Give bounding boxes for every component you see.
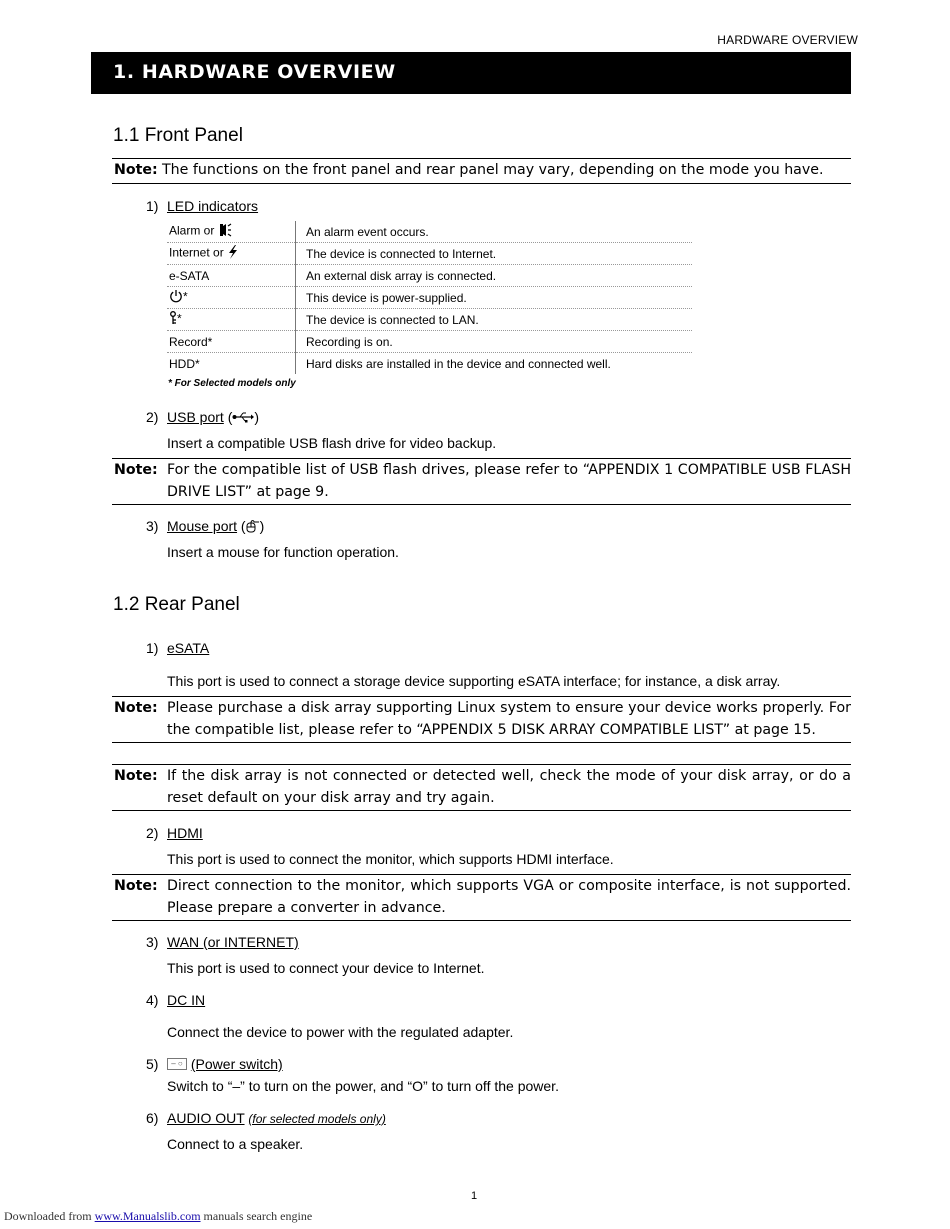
note-text: If the disk array is not connected or detected well, check the mode of your disk array, or do a reset default on your disk array and try again. xyxy=(167,768,851,806)
item-audio-out xyxy=(146,1110,386,1126)
item-wan xyxy=(146,934,299,950)
item-number: 2) xyxy=(146,825,159,841)
item-number: 4) xyxy=(146,992,159,1008)
led-footnote: * For Selected models only xyxy=(168,378,296,389)
esata-description: This port is used to connect a storage device supporting eSATA interface; for instance, a disk array. xyxy=(167,673,781,689)
led-name: * xyxy=(177,311,182,326)
item-usb-port: 2) USB port ( ) xyxy=(146,409,260,425)
alarm-icon xyxy=(218,223,232,240)
led-desc: An external disk array is connected. xyxy=(296,265,693,287)
note-text: Direct connection to the monitor, which supports VGA or composite interface, is not supported. Please prepare a converter in advance. xyxy=(167,878,851,916)
led-name: Alarm or xyxy=(169,223,215,238)
note-disk-array-linux xyxy=(112,696,851,743)
table-row xyxy=(167,331,692,353)
table-row xyxy=(167,309,692,331)
note-hdmi-converter xyxy=(112,874,851,921)
item-dc-in xyxy=(146,992,205,1008)
footer-prefix: Downloaded from xyxy=(4,1209,92,1223)
footer-suffix: manuals search engine xyxy=(203,1209,313,1223)
led-indicator-table xyxy=(167,221,692,374)
led-desc: The device is connected to LAN. xyxy=(296,309,693,331)
item-power-switch xyxy=(146,1056,283,1072)
item-title: LED indicators xyxy=(167,198,259,214)
item-title: HDMI xyxy=(167,825,203,841)
item-title: (Power switch) xyxy=(190,1056,283,1072)
lan-icon xyxy=(169,311,177,328)
led-name: Record* xyxy=(167,331,296,353)
table-row xyxy=(167,353,692,375)
led-name: * xyxy=(183,289,188,304)
item-number: 1) xyxy=(146,640,159,656)
hdmi-description: This port is used to connect the monitor, which supports HDMI interface. xyxy=(167,851,614,867)
led-name: e-SATA xyxy=(167,265,296,287)
item-title: USB port xyxy=(167,409,224,425)
led-desc: An alarm event occurs. xyxy=(296,221,693,243)
item-number: 6) xyxy=(146,1110,159,1126)
mouse-description: Insert a mouse for function operation. xyxy=(167,544,399,560)
audio-out-description: Connect to a speaker. xyxy=(167,1136,304,1152)
chapter-title: 1. HARDWARE OVERVIEW xyxy=(113,61,396,83)
item-hdmi xyxy=(146,825,203,841)
led-desc: The device is connected to Internet. xyxy=(296,243,693,265)
note-label: Note: xyxy=(114,768,158,784)
power-switch-description: Switch to “–” to turn on the power, and “O” to turn off the power. xyxy=(167,1078,559,1094)
table-row xyxy=(167,221,692,243)
led-name-cell xyxy=(167,221,296,243)
note-text: Please purchase a disk array supporting Linux system to ensure your device works properly. For the compatible list, please refer to “APPENDIX 5 DISK ARRAY COMPATIBLE LIST” at page 15. xyxy=(167,700,851,738)
note-label: Note: xyxy=(114,700,158,716)
note-label: Note: xyxy=(114,878,158,894)
item-title: eSATA xyxy=(167,640,210,656)
item-title: AUDIO OUT xyxy=(167,1110,245,1126)
item-esata xyxy=(146,640,209,656)
led-name-cell xyxy=(167,287,296,309)
chapter-title-bar xyxy=(91,52,851,94)
download-footer xyxy=(4,1209,312,1224)
note-disk-array-reset xyxy=(112,764,851,811)
note-text: For the compatible list of USB flash drives, please refer to “APPENDIX 1 COMPATIBLE USB FLASH DRIVE LIST” at page 9. xyxy=(167,462,851,500)
section-heading-front-panel: 1.1 Front Panel xyxy=(113,125,243,146)
item-qualifier: (for selected models only) xyxy=(248,1112,386,1126)
led-name: HDD* xyxy=(167,353,296,375)
page-number: 1 xyxy=(471,1190,478,1202)
item-number: 1) xyxy=(146,198,159,214)
usb-description: Insert a compatible USB flash drive for video backup. xyxy=(167,435,497,451)
table-row xyxy=(167,265,692,287)
note-usb-list xyxy=(112,458,851,505)
dc-in-description: Connect the device to power with the regulated adapter. xyxy=(167,1024,514,1040)
manualslib-link[interactable]: www.Manualslib.com xyxy=(94,1209,201,1223)
led-name-cell xyxy=(167,243,296,265)
note-label: Note: xyxy=(114,462,158,478)
wan-description: This port is used to connect your device to Internet. xyxy=(167,960,485,976)
note-label: Note: xyxy=(114,162,158,178)
item-led-indicators xyxy=(146,198,258,214)
led-desc: Recording is on. xyxy=(296,331,693,353)
lightning-icon xyxy=(227,245,239,262)
item-title: Mouse port xyxy=(167,518,238,534)
note-text: The functions on the front panel and rear panel may vary, depending on the mode you have. xyxy=(162,162,824,178)
item-number: 3) xyxy=(146,518,159,534)
led-desc: This device is power-supplied. xyxy=(296,287,693,309)
table-row xyxy=(167,243,692,265)
item-mouse-port: 3) Mouse port ( ) xyxy=(146,518,265,534)
item-title: DC IN xyxy=(167,992,206,1008)
item-number: 3) xyxy=(146,934,159,950)
mouse-icon xyxy=(246,519,260,536)
table-row xyxy=(167,287,692,309)
item-title: WAN (or INTERNET) xyxy=(167,934,299,950)
led-name: Internet or xyxy=(169,245,224,260)
item-number: 5) xyxy=(146,1056,159,1072)
item-number: 2) xyxy=(146,409,159,425)
led-name-cell xyxy=(167,309,296,331)
power-switch-icon: – ○ xyxy=(167,1058,187,1070)
note-front-rear xyxy=(112,158,851,184)
section-heading-rear-panel: 1.2 Rear Panel xyxy=(113,594,240,615)
running-header: HARDWARE OVERVIEW xyxy=(717,33,858,47)
led-desc: Hard disks are installed in the device and connected well. xyxy=(306,356,611,371)
usb-icon xyxy=(232,410,254,426)
power-icon xyxy=(169,289,183,306)
